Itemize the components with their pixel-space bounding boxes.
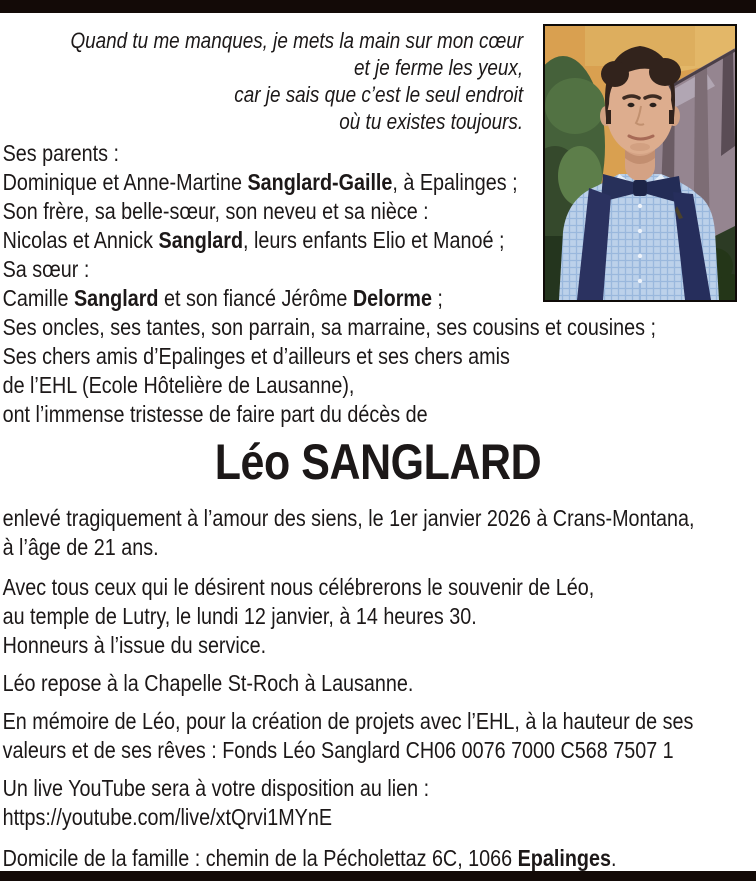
text-line: Camille Sanglard et son fiancé Jérôme Delorme ; bbox=[2, 285, 443, 311]
text-line: Avec tous ceux qui le désirent nous célébrerons le souvenir de Léo, bbox=[2, 574, 595, 600]
text-line: de l’EHL (Ecole Hôtelière de Lausanne), bbox=[2, 372, 355, 398]
text-line: Nicolas et Annick Sanglard, leurs enfants Elio et Manoé ; bbox=[2, 227, 505, 253]
text-line: Sa sœur : bbox=[2, 256, 90, 282]
text-line: où tu existes toujours. bbox=[339, 109, 524, 134]
portrait-photo bbox=[543, 24, 737, 302]
text-line: Léo repose à la Chapelle St-Roch à Lausanne. bbox=[2, 670, 414, 696]
repose-location-paragraph bbox=[0, 669, 756, 698]
text-line: Ses oncles, ses tantes, son parrain, sa marraine, ses cousins et cousines ; bbox=[2, 314, 656, 340]
text-line: Dominique et Anne-Martine Sanglard-Gaille, à Epalinges ; bbox=[2, 169, 518, 195]
memorial-fund-paragraph bbox=[0, 707, 756, 765]
text-line: Honneurs à l’issue du service. bbox=[2, 632, 267, 658]
text-line: Un live YouTube sera à votre disposition au lien : bbox=[2, 775, 430, 801]
text-line: enlevé tragiquement à l’amour des siens, le 1er janvier 2026 à Crans-Montana, bbox=[2, 505, 695, 531]
text-line: car je sais que c’est le seul endroit bbox=[234, 82, 524, 107]
text-line: au temple de Lutry, le lundi 12 janvier, à 14 heures 30. bbox=[2, 603, 477, 629]
text-line: Ses parents : bbox=[2, 140, 119, 166]
text-line: Domicile de la famille : chemin de la Pécholettaz 6C, 1066 Epalinges. bbox=[2, 845, 617, 871]
portrait-photo-illustration bbox=[545, 26, 735, 300]
text-line: En mémoire de Léo, pour la création de projets avec l’EHL, à la hauteur de ses bbox=[2, 708, 694, 734]
youtube-live-paragraph bbox=[0, 774, 756, 832]
ceremony-details-paragraph bbox=[0, 573, 756, 660]
death-details-paragraph bbox=[0, 504, 756, 562]
text-line: Quand tu me manques, je mets la main sur mon cœur bbox=[70, 28, 524, 53]
text-line: et je ferme les yeux, bbox=[354, 55, 524, 80]
text-line: Son frère, sa belle-sœur, son neveu et sa nièce : bbox=[2, 198, 429, 224]
text-line: à l’âge de 21 ans. bbox=[2, 534, 159, 560]
deceased-name-title: Léo SANGLARD bbox=[214, 434, 542, 490]
text-line: ont l’immense tristesse de faire part du décès de bbox=[2, 401, 428, 427]
text-line: https://youtube.com/live/xtQrvi1MYnE bbox=[2, 804, 333, 830]
text-line: valeurs et de ses rêves : Fonds Léo Sanglard CH06 0076 7000 C568 7507 1 bbox=[2, 737, 674, 763]
text-line: Ses chers amis d’Epalinges et d’ailleurs et ses chers amis bbox=[2, 343, 510, 369]
bottom-border-bar bbox=[0, 871, 756, 881]
family-address-paragraph bbox=[0, 844, 756, 873]
